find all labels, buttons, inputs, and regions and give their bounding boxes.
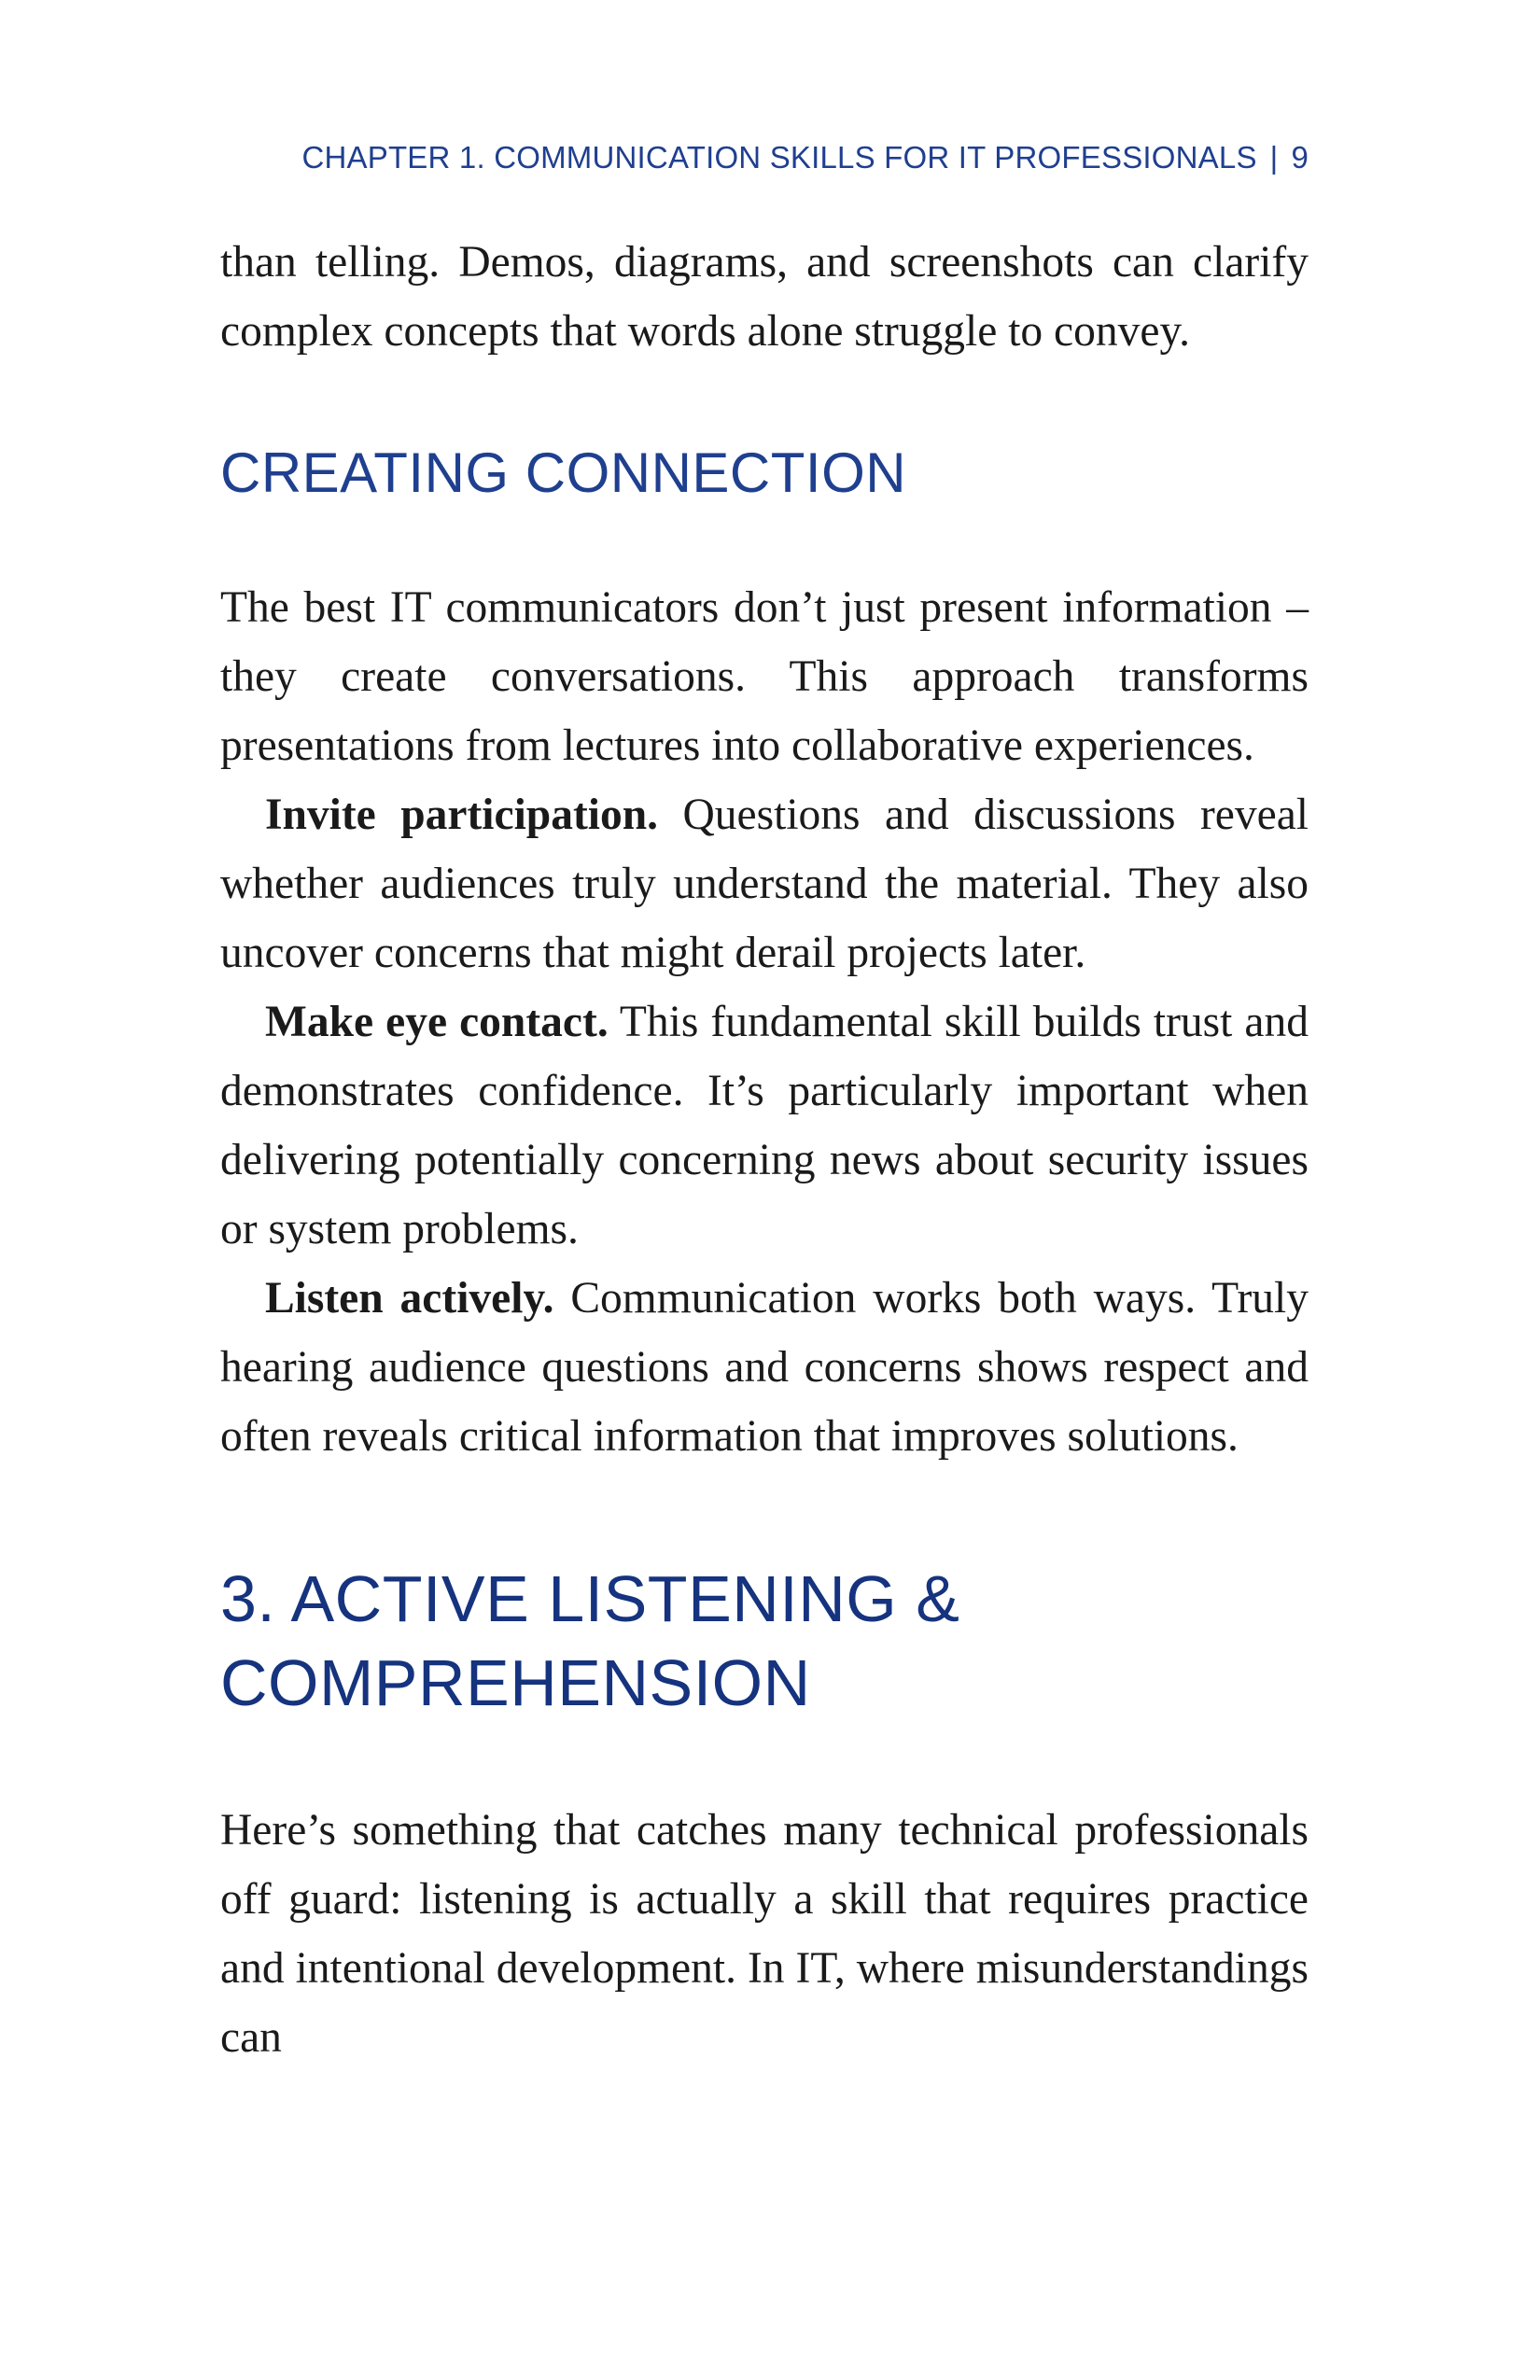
section-heading-active-listening — [220, 1557, 1309, 1725]
lead-eye-contact: Make eye contact. — [265, 998, 609, 1046]
lead-listen-actively: Listen actively. — [265, 1274, 554, 1323]
paragraph-eye-contact — [220, 987, 1309, 1264]
running-header — [220, 140, 1309, 175]
lead-invite-participation: Invite participation. — [265, 791, 659, 839]
intro-continuation — [220, 228, 1309, 366]
paragraph-listening-skill: Here’s something that catches many technical professionals off guard: listening is actually a skill that requires practice and intentional development. In IT, where misunderstandings can — [220, 1806, 1309, 2062]
paragraph-listen-actively — [220, 1264, 1309, 1471]
paragraph-invite-participation — [220, 780, 1309, 987]
header-separator: | — [1269, 140, 1279, 175]
paragraph-conversations: The best IT communicators don’t just present information – they create conversations. This approach transforms presentations from lectures into collaborative experiences. — [220, 583, 1309, 770]
text-eye-contact: This fundamental skill builds trust and demonstrates confidence. It’s particularly important when delivering potentially concerning news about security issues or system problems. — [220, 998, 1309, 1253]
heading-line-2: COMPREHENSION — [220, 1646, 811, 1719]
text-listen-actively: Communication works both ways. Truly hearing audience questions and concerns shows respect and often reveals critical information that improves solutions. — [220, 1274, 1309, 1461]
running-title: CHAPTER 1. COMMUNICATION SKILLS FOR IT PROFESSIONALS — [301, 140, 1257, 175]
continuation-paragraph: than telling. Demos, diagrams, and screenshots can clarify complex concepts that words alone struggle to convey. — [220, 238, 1309, 356]
text-invite-participation: Questions and discussions reveal whether audiences truly understand the material. They also uncover concerns that might derail projects later. — [220, 791, 1309, 977]
active-listening-body — [220, 1796, 1309, 2072]
creating-connection-body — [220, 573, 1309, 1471]
page-number: 9 — [1291, 140, 1309, 175]
section-heading-creating-connection: CREATING CONNECTION — [220, 441, 907, 504]
heading-line-1: 3. ACTIVE LISTENING & — [220, 1562, 960, 1635]
